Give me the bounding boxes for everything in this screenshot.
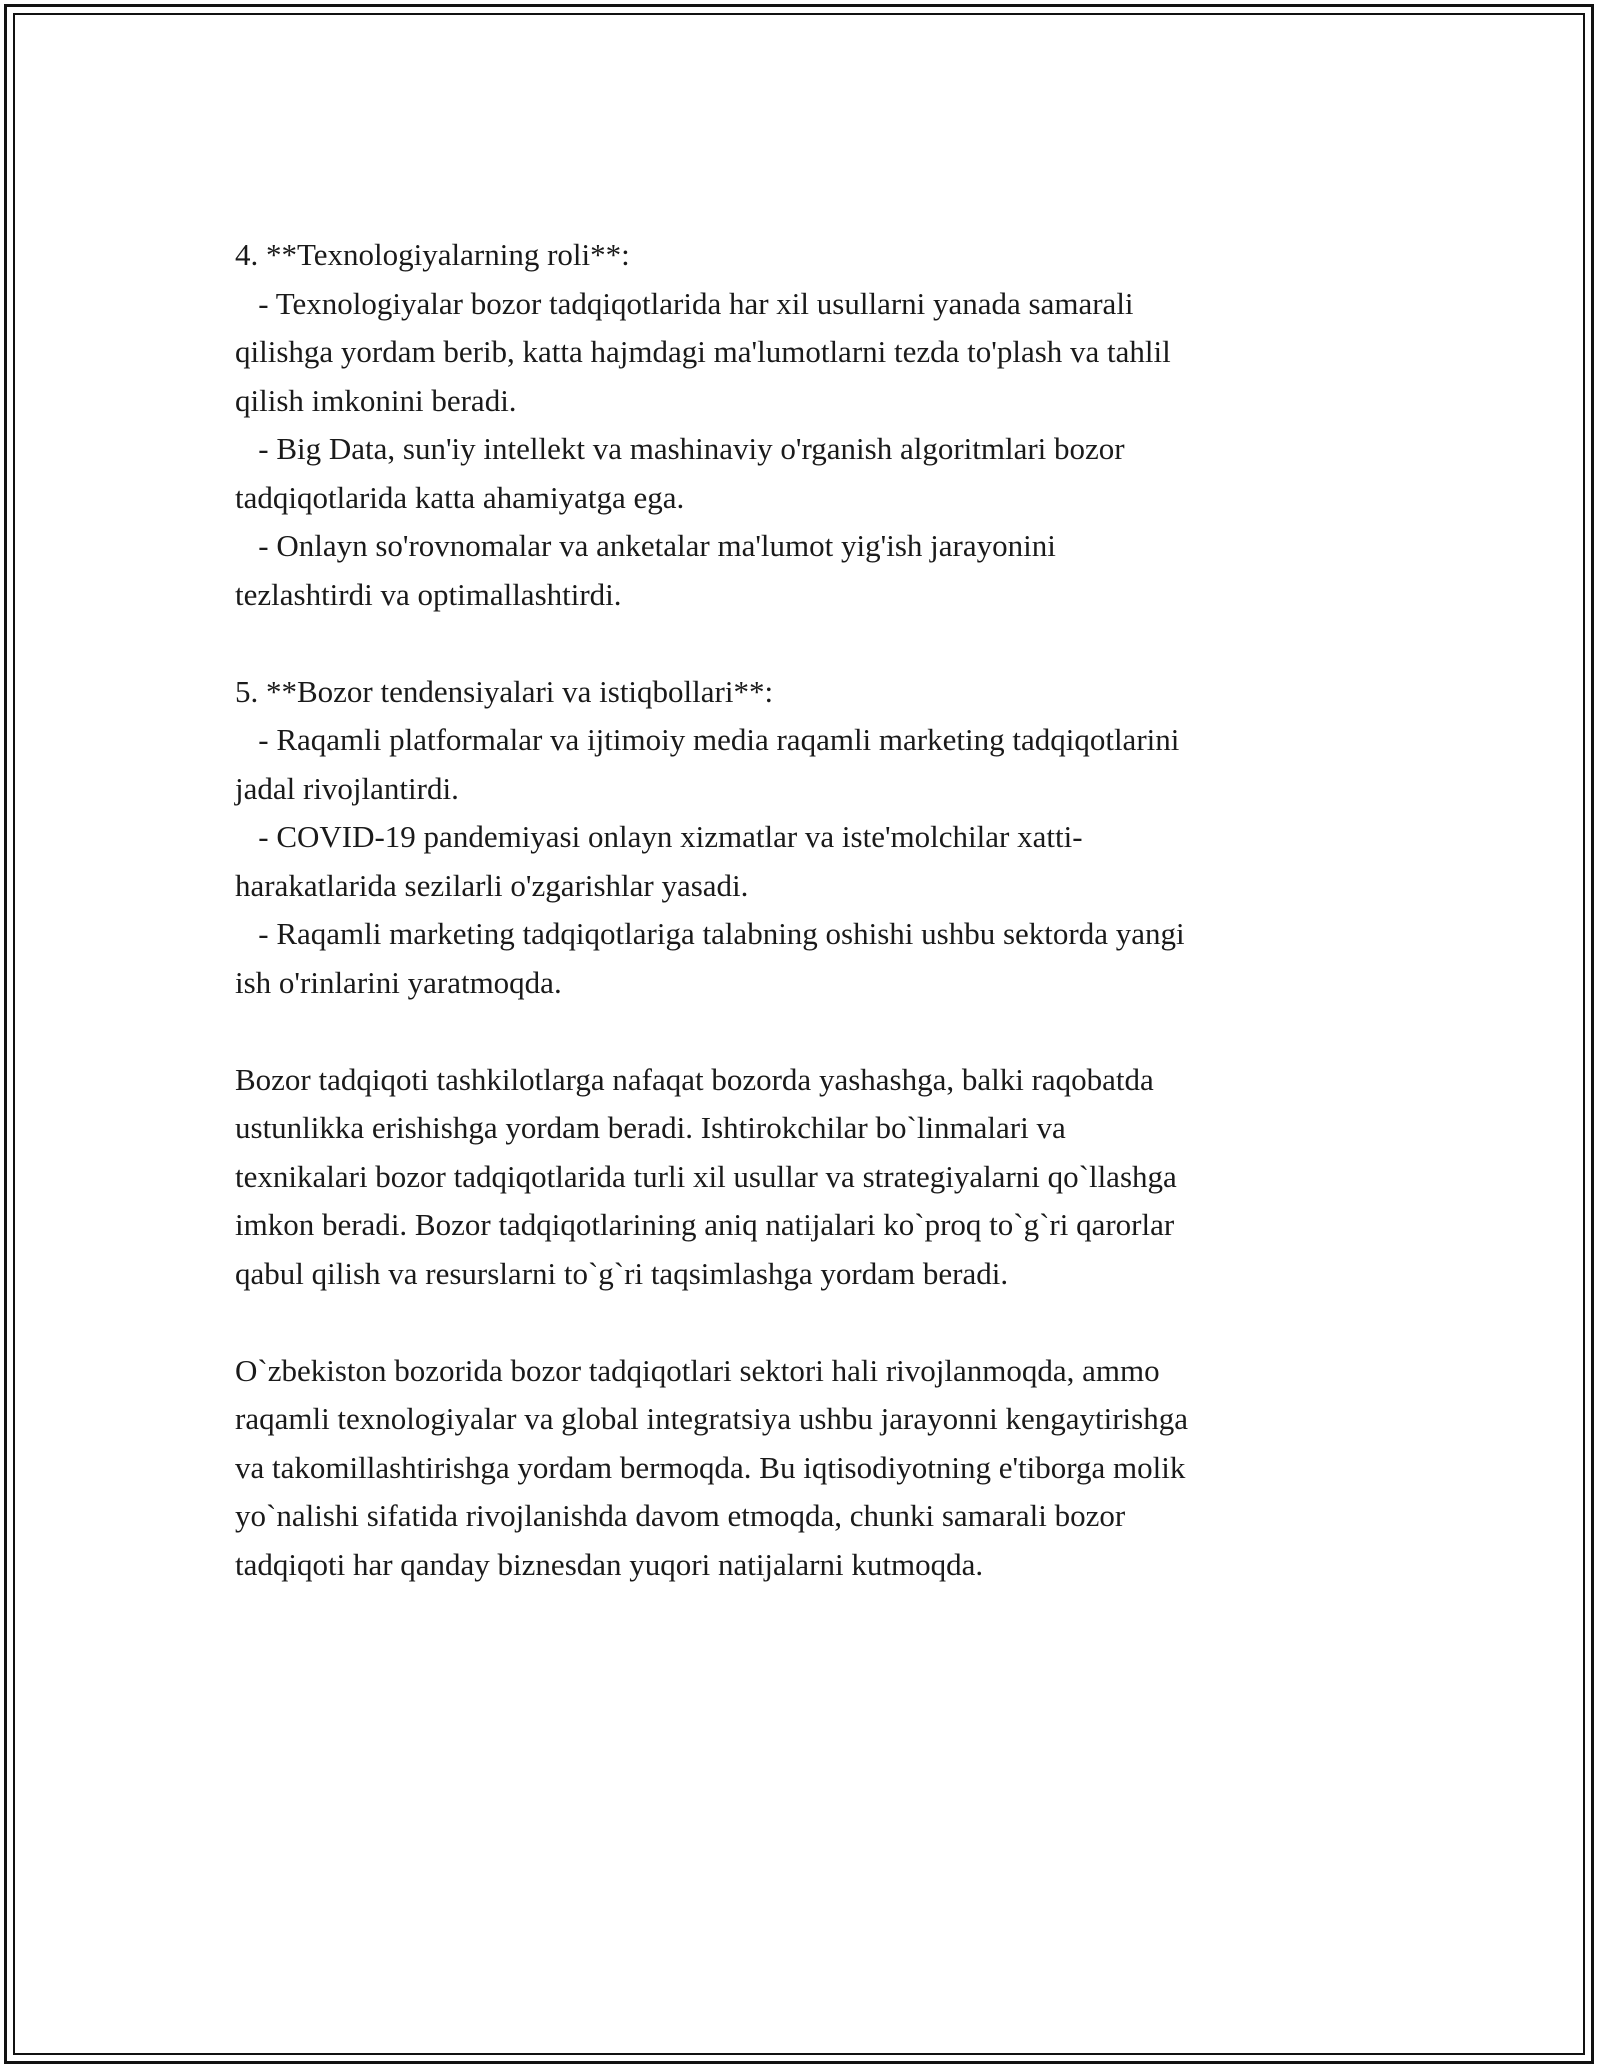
text-line: harakatlarida sezilarli o'zgarishlar yasadi.	[235, 867, 749, 903]
text-line: tezlashtirdi va optimallashtirdi.	[235, 576, 622, 612]
text-line: - Texnologiyalar bozor tadqiqotlarida har xil usullarni yanada samarali	[235, 285, 1134, 321]
section-heading: 5. **Bozor tendensiyalari va istiqbollari**:	[235, 673, 774, 709]
paragraph-spacer	[235, 1007, 1395, 1056]
text-line: va takomillashtirishga yordam bermoqda. Bu iqtisodiyotning e'tiborga molik	[235, 1449, 1186, 1485]
section-technology-role	[235, 231, 1395, 619]
text-line: - COVID-19 pandemiyasi onlayn xizmatlar va iste'molchilar xatti-	[235, 819, 1083, 854]
text-line: tadqiqoti har qanday biznesdan yuqori natijalarni kutmoqda.	[235, 1546, 984, 1582]
text-line: - Big Data, sun'iy intellekt va mashinaviy o'rganish algoritmlari bozor	[235, 431, 1125, 466]
paragraph-uzbekistan-market	[235, 1347, 1395, 1590]
text-line: yo`nalishi sifatida rivojlanishda davom etmoqda, chunki samarali bozor	[235, 1498, 1126, 1533]
text-line: - Raqamli platformalar va ijtimoiy media raqamli marketing tadqiqotlarini	[235, 722, 1180, 757]
paragraph-spacer	[235, 619, 1395, 668]
text-line: qabul qilish va resurslarni to`g`ri taqsimlashga yordam beradi.	[235, 1255, 1009, 1291]
text-line: Bozor tadqiqoti tashkilotlarga nafaqat bozorda yashashga, balki raqobatda	[235, 1061, 1154, 1097]
text-line: qilishga yordam berib, katta hajmdagi ma'lumotlarni tezda to'plash va tahlil	[235, 334, 1171, 369]
paragraph-market-research	[235, 1056, 1395, 1299]
paragraph-spacer	[235, 1298, 1395, 1347]
text-line: texnikalari bozor tadqiqotlarida turli xil usullar va strategiyalarni qo`llashga	[235, 1158, 1177, 1194]
text-line: ish o'rinlarini yaratmoqda.	[235, 964, 562, 1000]
text-line: imkon beradi. Bozor tadqiqotlarining aniq natijalari ko`proq to`g`ri qarorlar	[235, 1207, 1175, 1242]
text-line: O`zbekiston bozorida bozor tadqiqotlari sektori hali rivojlanmoqda, ammo	[235, 1352, 1160, 1388]
text-line: qilish imkonini beradi.	[235, 382, 517, 418]
text-line: ustunlikka erishishga yordam beradi. Ishtirokchilar bo`linmalari va	[235, 1110, 1066, 1145]
section-market-trends	[235, 668, 1395, 1008]
text-line: jadal rivojlantirdi.	[235, 770, 459, 806]
text-line: - Raqamli marketing tadqiqotlariga talabning oshishi ushbu sektorda yangi	[235, 916, 1185, 951]
text-line: - Onlayn so'rovnomalar va anketalar ma'lumot yig'ish jarayonini	[235, 528, 1056, 563]
document-body	[235, 231, 1395, 1589]
section-heading: 4. **Texnologiyalarning roli**:	[235, 237, 630, 272]
text-line: tadqiqotlarida katta ahamiyatga ega.	[235, 479, 685, 515]
text-line: raqamli texnologiyalar va global integratsiya ushbu jarayonni kengaytirishga	[235, 1401, 1188, 1436]
